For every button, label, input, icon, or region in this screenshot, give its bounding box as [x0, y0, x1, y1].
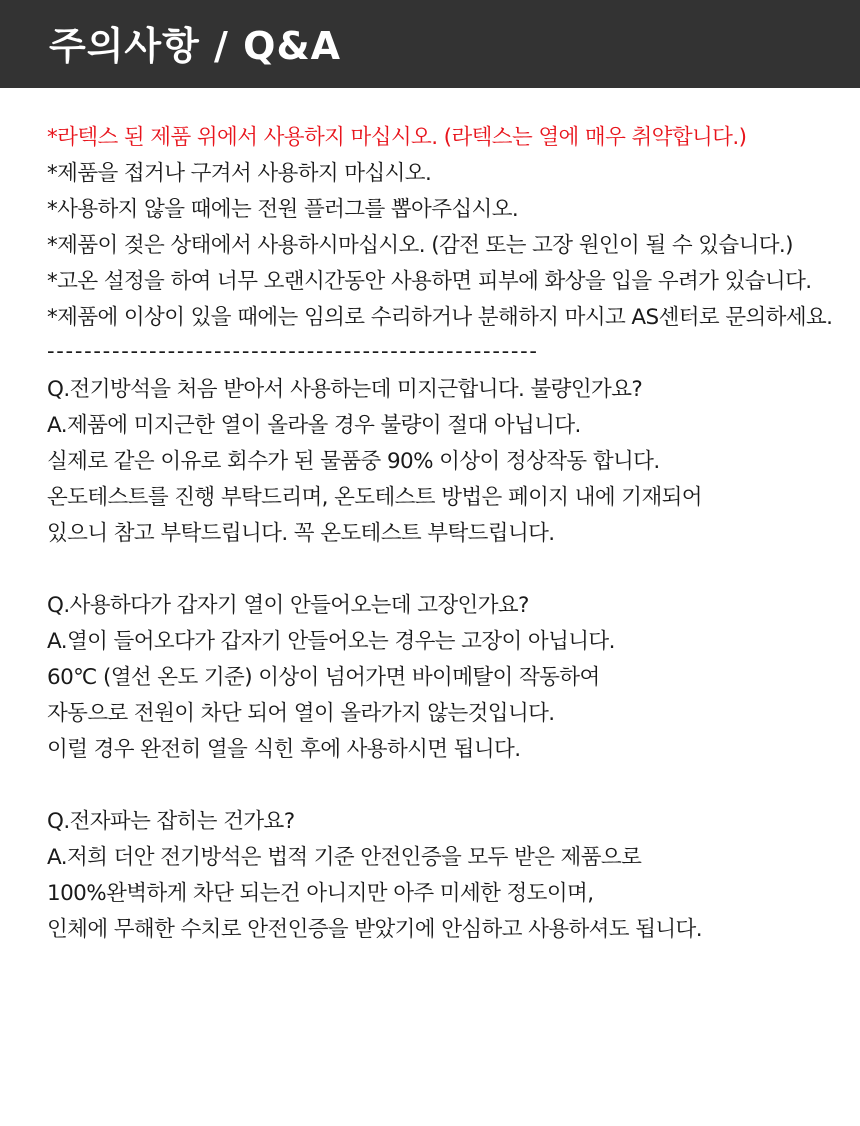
qa-answer-line: A.열이 들어오다가 갑자기 안들어오는 경우는 고장이 아닙니다. [47, 629, 615, 654]
qa-answer-line: 인체에 무해한 수치로 안전인증을 받았기에 안심하고 사용하셔도 됩니다. [47, 917, 702, 942]
qa-answer-line: 온도테스트를 진행 부탁드리며, 온도테스트 방법은 페이지 내에 기재되어 [47, 485, 702, 510]
qa-answer-line: 실제로 같은 이유로 회수가 된 물품중 90% 이상이 정상작동 합니다. [47, 449, 660, 474]
qa-answer-line: 100%완벽하게 차단 되는건 아니지만 아주 미세한 정도이며, [47, 881, 594, 906]
qa-answer-line: 이럴 경우 완전히 열을 식힌 후에 사용하시면 됩니다. [47, 737, 521, 762]
warning-burn: *고온 설정을 하여 너무 오랜시간동안 사용하면 피부에 화상을 입을 우려가 있습니다. [47, 269, 812, 294]
page-title: 주의사항 / Q&A [49, 24, 342, 68]
warning-fold: *제품을 접거나 구겨서 사용하지 마십시오. [47, 161, 432, 186]
qa-answer-line: 자동으로 전원이 차단 되어 열이 올라가지 않는것입니다. [47, 701, 555, 726]
qa-question: Q.사용하다가 갑자기 열이 안들어오는데 고장인가요? [47, 593, 529, 618]
qa-answer-line: 60℃ (열선 온도 기준) 이상이 넘어가면 바이메탈이 작동하여 [47, 665, 600, 690]
spacer [47, 552, 860, 588]
warning-unplug: *사용하지 않을 때에는 전원 플러그를 뽑아주십시오. [47, 197, 519, 222]
qa-question: Q.전기방석을 처음 받아서 사용하는데 미지근합니다. 불량인가요? [47, 377, 643, 402]
warning-wet: *제품이 젖은 상태에서 사용하시마십시오. (감전 또는 고장 원인이 될 수 있습니다.) [47, 233, 793, 258]
notice-content [0, 88, 860, 948]
header-bar [0, 0, 860, 88]
qa-question: Q.전자파는 잡히는 건가요? [47, 809, 295, 834]
qa-answer-line: 있으니 참고 부탁드립니다. 꼭 온도테스트 부탁드립니다. [47, 521, 555, 546]
spacer [47, 768, 860, 804]
warning-latex: *라텍스 된 제품 위에서 사용하지 마십시오. (라텍스는 열에 매우 취약합니다.) [47, 125, 747, 150]
qa-answer-line: A.제품에 미지근한 열이 올라올 경우 불량이 절대 아닙니다. [47, 413, 581, 438]
qa-answer-line: A.저희 더안 전기방석은 법적 기준 안전인증을 모두 받은 제품으로 [47, 845, 642, 870]
warning-repair: *제품에 이상이 있을 때에는 임의로 수리하거나 분해하지 마시고 AS센터로 문의하세요. [47, 305, 833, 330]
dashed-divider: ----------------------------------------------------- [47, 339, 539, 363]
